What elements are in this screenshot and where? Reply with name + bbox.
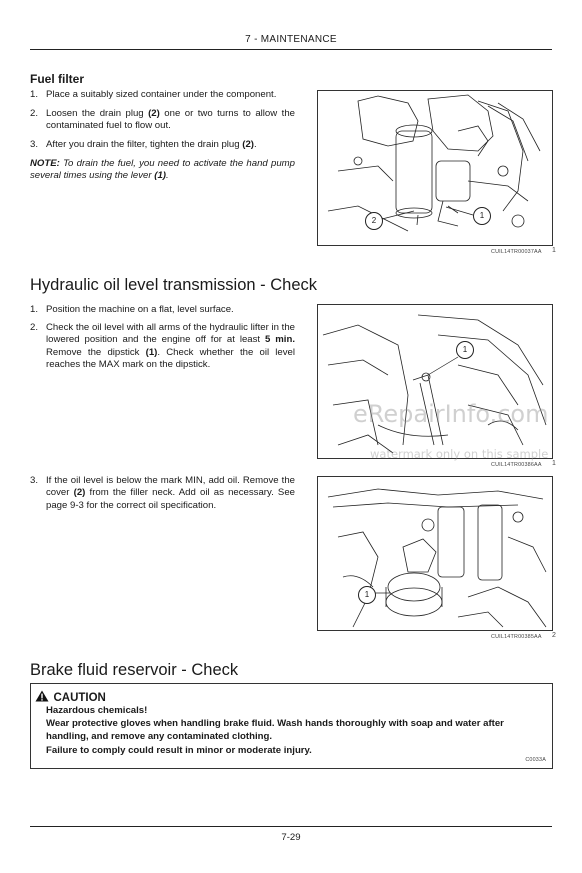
caution-line: Failure to comply could result in minor or moderate injury.	[46, 744, 312, 756]
text-run: .	[254, 139, 257, 150]
fuel-filter-step-2	[30, 108, 295, 133]
figure-caption: CUIL14TR00385AA	[491, 634, 542, 640]
footer-rule	[30, 826, 552, 827]
figure-caption: CUIL14TR00037AA	[491, 249, 542, 255]
text-run: Check the oil level with all arms of the hydraulic lifter in the lowered position and the engine off for at least	[46, 322, 295, 346]
filler-neck-illustration	[318, 477, 552, 630]
hydraulic-step-2	[30, 322, 295, 371]
step-text: Place a suitably sized container under the component.	[46, 89, 277, 100]
step-number: 3.	[30, 139, 39, 150]
figure-caption: CUIL14TR00386AA	[491, 462, 542, 468]
callout-number: 1	[364, 590, 370, 599]
text-run: If the oil level is below the mark MIN, add oil. Remove the cover	[46, 475, 295, 499]
callout-ref: (1)	[154, 170, 166, 182]
step-text	[46, 139, 295, 151]
step-number: 2.	[30, 322, 39, 333]
watermark-domain: eRepairInfo.com	[353, 400, 549, 428]
warning-triangle-icon	[35, 690, 49, 702]
fuel-filter-heading: Fuel filter	[30, 72, 85, 86]
step-number: 2.	[30, 108, 39, 119]
callout-ref: (1)	[145, 346, 158, 358]
step-text	[46, 108, 295, 133]
caution-box	[30, 683, 553, 769]
fuel-filter-step-1	[30, 89, 295, 101]
callout-ref: (2)	[73, 487, 86, 499]
text-run: . Check whether the oil level reaches the MAX mark on the dipstick.	[46, 346, 296, 370]
note-label: NOTE:	[30, 158, 60, 169]
fuel-filter-figure	[317, 90, 553, 246]
header-rule	[30, 49, 552, 50]
step-text: Position the machine on a flat, level surface.	[46, 304, 234, 315]
text-run: Remove the dipstick	[46, 346, 146, 358]
step-number: 1.	[30, 304, 39, 315]
hydraulic-step-1	[30, 304, 295, 316]
hydraulic-heading: Hydraulic oil level transmission - Check	[30, 276, 318, 294]
callout-number: 2	[371, 216, 377, 225]
text-run: Loosen the drain plug	[46, 108, 149, 119]
callout-1	[358, 586, 376, 604]
section-header: 7 - MAINTENANCE	[245, 34, 337, 45]
caution-body	[46, 704, 546, 757]
step-text	[46, 322, 295, 371]
dipstick-illustration	[318, 305, 552, 458]
callout-ref: (2)	[242, 139, 254, 150]
callout-2	[365, 212, 383, 230]
caution-code: C0033A	[525, 757, 546, 763]
watermark-note: watermark only on this sample	[370, 447, 549, 461]
text-run: After you drain the filter, tighten the drain plug	[46, 139, 243, 150]
callout-number: 1	[479, 211, 485, 220]
text-run: one or two turns to allow the contaminated fuel to flow out.	[46, 108, 295, 132]
figure-number: 1	[552, 460, 556, 467]
caution-line: Hazardous chemicals!	[46, 705, 148, 716]
figure-number: 1	[552, 247, 556, 254]
figure-number: 2	[552, 632, 556, 639]
bold-run: 5 min.	[265, 334, 295, 346]
page-number: 7-29	[281, 832, 301, 843]
step-number: 3.	[30, 475, 39, 486]
brake-heading: Brake fluid reservoir - Check	[30, 661, 239, 679]
step-text	[46, 475, 295, 512]
step-number: 1.	[30, 89, 39, 100]
caution-line: Wear protective gloves when handling brake fluid. Wash hands thoroughly with soap and water after handling, and remove any contaminated clothing.	[46, 718, 504, 743]
hydraulic-step-3	[30, 475, 295, 512]
dipstick-figure	[317, 304, 553, 459]
fuel-filter-illustration	[318, 91, 552, 245]
callout-ref: (2)	[148, 108, 160, 119]
callout-1	[473, 207, 491, 225]
filler-neck-figure	[317, 476, 553, 631]
text-run: from the filler neck. Add oil as necessary. See page 9-3 for the correct oil specification.	[46, 487, 295, 511]
fuel-filter-step-3	[30, 139, 295, 151]
callout-number: 1	[462, 345, 468, 354]
text-run: To drain the fuel, you need to activate the hand pump several times using the lever	[30, 158, 295, 182]
caution-label: CAUTION	[53, 692, 106, 704]
callout-1	[456, 341, 474, 359]
fuel-filter-note	[30, 158, 295, 183]
text-run: .	[165, 170, 169, 182]
